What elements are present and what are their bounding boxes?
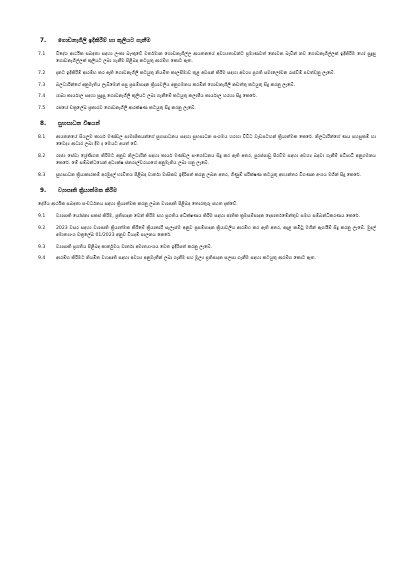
- section-8: [38, 121, 376, 179]
- paragraph: [38, 225, 376, 239]
- paragraph: [38, 153, 376, 167]
- paragraph: [38, 255, 376, 262]
- paragraph-text: ව්‍යාපෘති යෝජනා සකස් කිරීම, ප්‍රතිපාදන වෙන් කිරීම සහ ප්‍රගතිය අධීක්ෂණය කිරීම සඳහා ජාතික ක්‍රමසම්පාදන දෙපාර්තමේන්තුව සමඟ සම්බන්ධීකරණය කෙරේ.: [56, 213, 361, 219]
- paragraph-text: ශාඛා කාර්යාල සඳහා සුදුසු ගොඩනැගිලි කුලියට ලබා ගැනීමේ කටයුතු කලාපීය කාර්යාල හරහා සිදු කෙරේ.: [56, 94, 257, 100]
- paragraph-number: 9.2: [38, 225, 46, 231]
- paragraph-text: ආයතනයේ සියලුම කාර්ය මණ්ඩල සාමාජිකයන්ගේ සුභසාධනය සඳහා සුභසාධන සංගමය හරහා විවිධ වැඩසටහන් ක්‍රියාත්මක කෙරේ. නිලධාරීන්ගේ ණය පහසුකම් හා වෛද්‍ය ආධාර ලබා දීම ද මෙයට අයත් වේ.: [56, 135, 376, 148]
- section-intro: දේශීය ආර්ථික සබඳතා සංවර්ධනය සඳහා ක්‍රියාත්මක කරනු ලබන ව්‍යාපෘති පිළිබඳ තොරතුරු පහත දැක්වේ.: [38, 202, 238, 208]
- paragraph: [38, 213, 376, 220]
- section-heading: [40, 38, 376, 45]
- paragraph-number: 7.3: [38, 82, 46, 88]
- paragraph: [38, 51, 376, 65]
- paragraph: [38, 244, 376, 251]
- paragraph: [38, 93, 376, 100]
- paragraph-text: විදේශ ආර්ථික සබඳතා සඳහා ලංකා බැංකුවේ වර්තමාන ගොඩනැගිල්ල ආයතනයේ අවශ්‍යතාවන්ට ප්‍රමාණවත් නොවන බැවින් නව ගොඩනැගිල්ලක් ඉදිකිරීම හෝ සුදුසු ගොඩනැගිල්ලක් කුලියට ලබා ගැනීම පිළිබඳ කටයුතු ආරම්භ කොට ඇත.: [56, 52, 376, 65]
- section-number: 7.: [40, 38, 47, 44]
- paragraph-number: 7.4: [38, 94, 46, 100]
- paragraph-text: සුභසාධන ක්‍රියාකාරකම් අරමුදල් භාවිතය පිළිබඳ වාර්තා මාසිකව ඉදිරිපත් කරනු ලබන අතර, ගිණුම් පරීක්ෂණ කටයුතු අභ්‍යන්තර විගණන අංශය මගින් සිදු කෙරේ.: [56, 173, 362, 179]
- paragraph: [38, 105, 376, 112]
- section-heading: [40, 121, 376, 128]
- paragraph-number: 9.4: [38, 256, 46, 262]
- paragraph-text: 2023 වසර සඳහා ව්‍යාපෘති ක්‍රියාත්මක කිරීමේ ක්‍රියාකාරී සැලැස්ම අනුව ප්‍රසම්පාදන ක්‍රියාවලිය ආරම්භ කර ඇති අතර, අදාළ කමිටු මගින් ඇගයීම් සිදු කරනු ලැබේ. මුදල් අමාත්‍යාංශ චක්‍රලේඛ 01/2023 අනුව වියදම් පාලනය කෙරේ.: [56, 225, 376, 238]
- paragraph-number: 8.2: [38, 154, 46, 160]
- paragraph-number: 7.5: [38, 106, 46, 112]
- section-heading: [40, 188, 376, 195]
- paragraph-number: 8.1: [38, 135, 46, 141]
- section-number: 9.: [40, 188, 47, 195]
- paragraph-number: 7.2: [38, 70, 46, 76]
- paragraph-number: 8.3: [38, 173, 46, 179]
- paragraph-text: රජයේ චක්‍රලේඛ ප්‍රකාරව ගොඩනැගිලි ආරක්ෂණ කටයුතු සිදු කරනු ලැබේ.: [56, 106, 196, 112]
- paragraph-text: රාජ්‍ය සේවා ශ්‍රේණිගත කිරීමට අනුව නිලධාරීන් සඳහා කාර්ය මණ්ඩල සංශෝධනය සිදු කර ඇති අතර, පුරප්පාඩු පිරවීම සඳහා අවශ්‍ය බඳවා ගැනීම් පටිපාටි අනුගමනය කෙරේ. මේ සම්බන්ධයෙන් අධ්‍යක්ෂ ජනරාල්වරයාගේ අනුමැතිය ලබා ගනු ලැබේ.: [56, 154, 376, 167]
- paragraph: [38, 70, 376, 77]
- paragraph-number: 9.1: [38, 213, 46, 219]
- section-title: ව්‍යාපෘති ක්‍රියාත්මක කිරීම: [58, 188, 118, 195]
- section-title: ගොඩනැගිලි ඉදිකිරීම් හා කුලියට ගැනීම: [58, 38, 151, 44]
- paragraph-text: ආරම්භ කිරීමට නියමිත ව්‍යාපෘති සඳහා අවශ්‍ය අනුමැතීන් ලබා ගැනීම සහ මූල්‍ය ප්‍රතිපාදන සලසා ගැනීම සඳහා කටයුතු ආරම්භ කොට ඇත.: [56, 256, 316, 262]
- paragraph: [38, 172, 376, 179]
- paragraph-number: 9.3: [38, 244, 46, 250]
- section-7: [38, 38, 376, 112]
- section-9: [38, 188, 376, 262]
- paragraph-text: බලධාරීන්ගේ අනුමැතිය ලැබීමෙන් පසු ප්‍රසම්පාදන ක්‍රියාවලිය අනුගමනය කරමින් ගොඩනැගිලි නඩත්තු කටයුතු සිදු කරනු ලැබේ.: [56, 82, 295, 88]
- section-title: සුභසාධන විෂයන්: [58, 121, 100, 128]
- paragraph-number: 7.1: [38, 52, 46, 57]
- paragraph-text: දැනට ඉදිකිරීම් ආරම්භ කර ඇති ගොඩනැගිලි කටයුතු නියමිත කාලසීමාව තුළ අවසන් කිරීම සඳහා අවශ්‍ය ප්‍රගති සමාලෝචන රැස්වීම් පවත්වනු ලැබේ.: [56, 70, 335, 76]
- paragraph: [38, 134, 376, 148]
- section-number: 8.: [40, 121, 47, 128]
- paragraph-text: ව්‍යාපෘති ප්‍රගතිය පිළිබඳ කාර්තුමය වාර්තා අමාත්‍යාංශය වෙත ඉදිරිපත් කරනු ලැබේ.: [56, 244, 212, 250]
- paragraph: [38, 82, 376, 89]
